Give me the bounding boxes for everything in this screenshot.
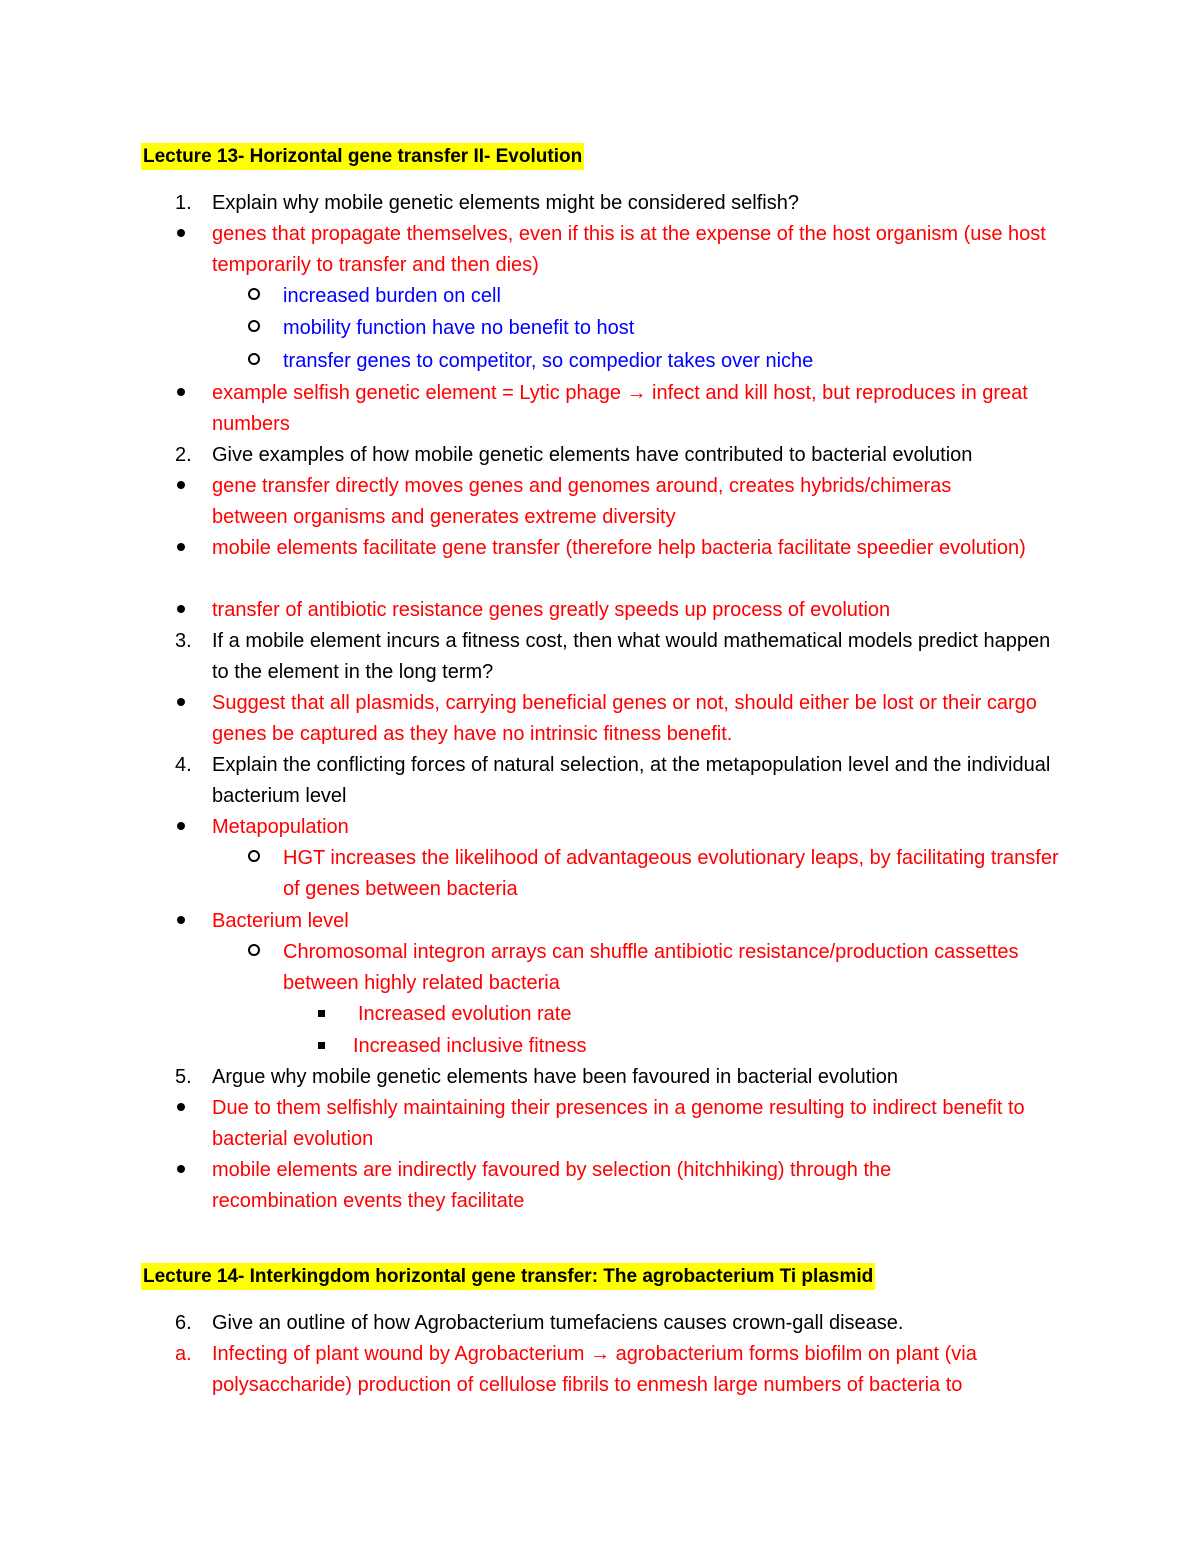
answer-text: Bacterium level	[212, 910, 349, 932]
bullet-dot-icon	[177, 1155, 217, 1186]
answer-text: Metapopulation	[212, 816, 349, 838]
answer-text: increased burden on cell	[283, 285, 501, 307]
bullet-square-icon	[318, 999, 358, 1030]
bullet-dot-icon	[177, 1093, 217, 1124]
item-letter: a.	[175, 1343, 192, 1365]
bullet-dot-icon	[177, 688, 217, 719]
bullet-dot-icon	[177, 812, 217, 843]
answer-text: gene transfer directly moves genes and genomes around, creates hybrids/chimeras between organisms and generates extreme diversity	[212, 475, 952, 528]
answer-text: example selfish genetic element = Lytic phage → infect and kill host, but reproduces in great numbers	[212, 382, 1028, 435]
bullet-dot-icon	[177, 533, 217, 564]
bullet-circle-icon	[248, 843, 288, 874]
question-text: If a mobile element incurs a fitness cost, then what would mathematical models predict happen to the element in the long term?	[212, 630, 1051, 683]
lecture-13-heading-text: Lecture 13- Horizontal gene transfer II- Evolution	[141, 143, 584, 170]
answer-text: transfer genes to competitor, so compedior takes over niche	[283, 350, 814, 372]
question-text: Argue why mobile genetic elements have been favoured in bacterial evolution	[212, 1066, 898, 1088]
lecture-14-heading	[141, 1262, 875, 1292]
bullet-dot-icon	[177, 378, 217, 409]
question-number: 1.	[175, 192, 192, 214]
answer-text: mobile elements facilitate gene transfer (therefore help bacteria facilitate speedier evolution)	[212, 537, 1026, 559]
bullet-circle-icon	[248, 281, 288, 312]
bullet-circle-icon	[248, 937, 288, 968]
question-number: 6.	[175, 1312, 192, 1334]
question-number: 5.	[175, 1066, 192, 1088]
bullet-dot-icon	[177, 471, 217, 502]
bullet-circle-icon	[248, 313, 288, 344]
answer-text: HGT increases the likelihood of advantageous evolutionary leaps, by facilitating transfer of genes between bacteria	[283, 847, 1059, 900]
answer-text: Due to them selfishly maintaining their presences in a genome resulting to indirect benefit to bacterial evolution	[212, 1097, 1025, 1150]
answer-text: genes that propagate themselves, even if this is at the expense of the host organism (use host temporarily to transfer and then dies)	[212, 223, 1046, 276]
answer-text: Infecting of plant wound by Agrobacterium → agrobacterium forms biofilm on plant (via polysaccharide) production of cellulose fibrils to enmesh large numbers of bacteria to	[212, 1343, 977, 1396]
bullet-circle-icon	[248, 346, 288, 377]
answer-text: transfer of antibiotic resistance genes greatly speeds up process of evolution	[212, 599, 891, 621]
lecture-13-heading	[141, 142, 584, 172]
question-text: Explain the conflicting forces of natural selection, at the metapopulation level and the individual bacterium level	[212, 754, 1051, 807]
question-text: Give examples of how mobile genetic elements have contributed to bacterial evolution	[212, 444, 973, 466]
bullet-dot-icon	[177, 219, 217, 250]
question-number: 4.	[175, 754, 192, 776]
bullet-square-icon	[318, 1031, 358, 1062]
answer-text: Increased inclusive fitness	[353, 1035, 587, 1057]
question-number: 2.	[175, 444, 192, 466]
bullet-dot-icon	[177, 595, 217, 626]
question-text: Explain why mobile genetic elements might be considered selfish?	[212, 192, 799, 214]
answer-text: Suggest that all plasmids, carrying beneficial genes or not, should either be lost or their cargo genes be captured as they have no intrinsic fitness benefit.	[212, 692, 1037, 745]
answer-text: Chromosomal integron arrays can shuffle antibiotic resistance/production cassettes between highly related bacteria	[283, 941, 1019, 994]
question-number: 3.	[175, 630, 192, 652]
bullet-dot-icon	[177, 906, 217, 937]
answer-text: Increased evolution rate	[358, 1003, 572, 1025]
question-text: Give an outline of how Agrobacterium tumefaciens causes crown-gall disease.	[212, 1312, 904, 1334]
answer-text: mobility function have no benefit to host	[283, 317, 635, 339]
lecture-14-heading-text: Lecture 14- Interkingdom horizontal gene transfer: The agrobacterium Ti plasmid	[141, 1263, 875, 1290]
answer-text: mobile elements are indirectly favoured by selection (hitchhiking) through the recombination events they facilitate	[212, 1159, 892, 1212]
